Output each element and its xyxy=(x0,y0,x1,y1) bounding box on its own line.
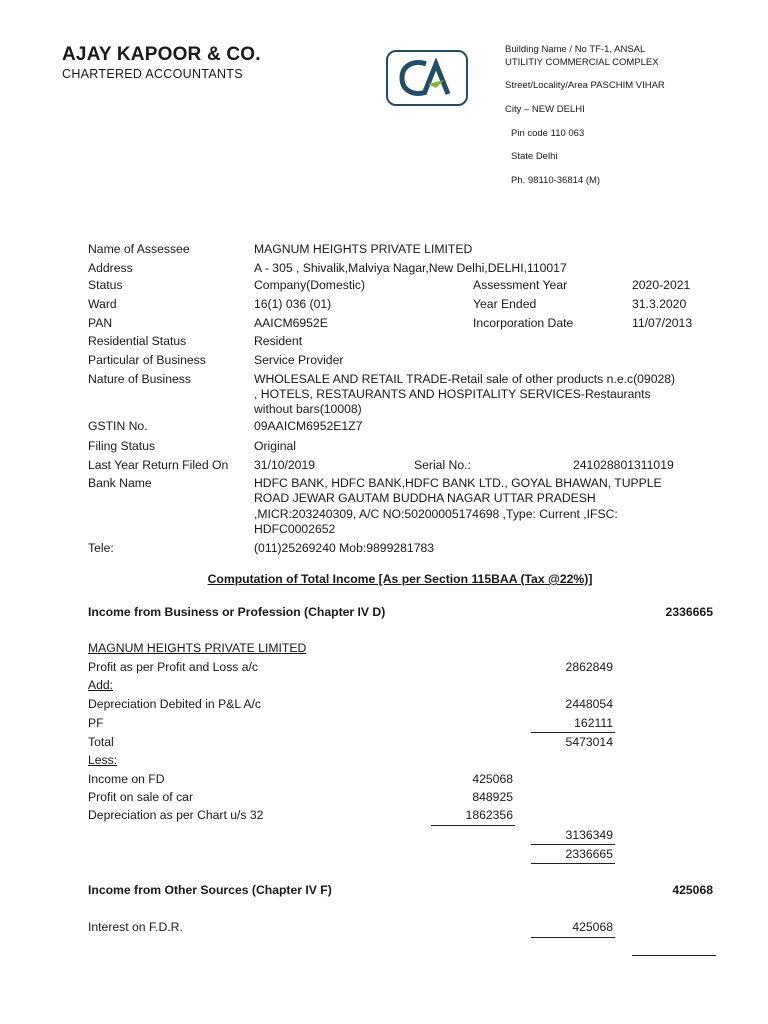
bank-line-2: ROAD JEWAR GAUTAM BUDDHA NAGAR UTTAR PRADESH xyxy=(254,491,596,505)
residential-status-value: Resident xyxy=(254,334,303,348)
assessment-year-value: 2020-2021 xyxy=(632,278,691,292)
firm-subtitle: CHARTERED ACCOUNTANTS xyxy=(62,67,243,81)
particular-business-label: Particular of Business xyxy=(88,353,206,367)
ca-logo-icon xyxy=(386,50,468,106)
address-line-1: Building Name / No TF-1, ANSAL xyxy=(505,44,646,55)
fdr-rule xyxy=(531,937,615,938)
last-return-label: Last Year Return Filed On xyxy=(88,458,229,472)
profit-label: Profit as per Profit and Loss a/c xyxy=(88,660,259,674)
particular-business-value: Service Provider xyxy=(254,353,344,367)
depreciation-value: 2448054 xyxy=(565,697,613,711)
incorporation-date-value: 11/07/2013 xyxy=(632,316,693,330)
pf-rule xyxy=(531,732,615,733)
fd-income-value: 425068 xyxy=(472,772,513,786)
fdr-interest-value: 425068 xyxy=(572,920,613,934)
serial-no-value: 241028801311019 xyxy=(573,458,674,472)
computation-title: Computation of Total Income [As per Section 115BAA (Tax @22%)] xyxy=(207,572,593,586)
year-ended-label: Year Ended xyxy=(473,297,537,311)
business-heading: Income from Business or Profession (Chapter IV D) xyxy=(88,605,386,619)
assessee-address: A - 305 , Shivalik,Malviya Nagar,New Delhi,DELHI,110017 xyxy=(254,261,567,275)
add-label: Add: xyxy=(88,678,114,692)
address-line-5: Pin code 110 063 xyxy=(511,128,585,139)
company-name-underlined: MAGNUM HEIGHTS PRIVATE LIMITED xyxy=(88,641,307,655)
status-value: Company(Domestic) xyxy=(254,278,366,292)
less-total-rule xyxy=(531,844,615,845)
dep-chart-value: 1862356 xyxy=(465,808,513,822)
firm-name: AJAY KAPOOR & CO. xyxy=(62,44,261,65)
address-label: Address xyxy=(88,261,133,275)
filing-status-label: Filing Status xyxy=(88,439,156,453)
net-business-value: 2336665 xyxy=(565,847,613,861)
serial-no-label: Serial No.: xyxy=(414,458,471,472)
dep-chart-rule xyxy=(431,825,515,826)
residential-status-label: Residential Status xyxy=(88,334,187,348)
status-label: Status xyxy=(88,278,123,292)
tele-label: Tele: xyxy=(88,541,114,555)
assessee-name-label: Name of Assessee xyxy=(88,242,190,256)
address-line-4: City – NEW DELHI xyxy=(505,104,585,115)
address-line-7: Ph. 98110-36814 (M) xyxy=(511,175,601,186)
nature-business-line-3: without bars(10008) xyxy=(254,402,362,416)
fd-income-label: Income on FD xyxy=(88,772,165,786)
total-value: 5473014 xyxy=(565,735,613,749)
net-business-rule xyxy=(531,863,615,864)
bank-line-1: HDFC BANK, HDFC BANK,HDFC BANK LTD., GOYAL BHAWAN, TUPPLE xyxy=(254,476,662,490)
pan-label: PAN xyxy=(88,316,113,330)
bank-line-3: ,MICR:203240309, A/C NO:50200005174698 ,Type: Current ,IFSC: xyxy=(254,507,618,521)
bank-name-label: Bank Name xyxy=(88,476,152,490)
page-cutoff-mask xyxy=(0,958,768,1024)
last-return-value: 31/10/2019 xyxy=(254,458,315,472)
less-total-value: 3136349 xyxy=(565,828,613,842)
fdr-interest-label: Interest on F.D.R. xyxy=(88,920,183,934)
bank-line-4: HDFC0002652 xyxy=(254,522,336,536)
car-profit-label: Profit on sale of car xyxy=(88,790,193,804)
address-line-3: Street/Locality/Area PASCHIM VIHAR xyxy=(505,80,665,91)
pf-value: 162111 xyxy=(574,716,613,730)
car-profit-value: 848925 xyxy=(472,790,513,804)
tele-value: (011)25269240 Mob:9899281783 xyxy=(254,541,435,555)
ward-label: Ward xyxy=(88,297,117,311)
gstin-label: GSTIN No. xyxy=(88,419,148,433)
nature-business-line-2: , HOTELS, RESTAURANTS AND HOSPITALITY SERVICES-Restaurants xyxy=(254,387,651,401)
incorporation-date-label: Incorporation Date xyxy=(473,316,574,330)
less-label: Less: xyxy=(88,753,118,767)
other-sources-heading: Income from Other Sources (Chapter IV F) xyxy=(88,883,332,897)
nature-business-line-1: WHOLESALE AND RETAIL TRADE-Retail sale of other products n.e.c(09028) xyxy=(254,372,676,386)
dep-chart-label: Depreciation as per Chart u/s 32 xyxy=(88,808,264,822)
total-label: Total xyxy=(88,735,114,749)
business-total: 2336665 xyxy=(665,605,713,619)
filing-status-value: Original xyxy=(254,439,296,453)
other-sources-total: 425068 xyxy=(672,883,713,897)
address-line-2: UTILITIY COMMERCIAL COMPLEX xyxy=(505,57,659,68)
ward-value: 16(1) 036 (01) xyxy=(254,297,332,311)
assessee-name: MAGNUM HEIGHTS PRIVATE LIMITED xyxy=(254,242,473,256)
gstin-value: 09AAICM6952E1Z7 xyxy=(254,419,363,433)
assessment-year-label: Assessment Year xyxy=(473,278,568,292)
profit-value: 2862849 xyxy=(565,660,613,674)
pf-label: PF xyxy=(88,716,104,730)
nature-business-label: Nature of Business xyxy=(88,372,191,386)
depreciation-label: Depreciation Debited in P&L A/c xyxy=(88,697,261,711)
pan-value: AAICM6952E xyxy=(254,316,328,330)
gross-rule xyxy=(632,955,716,956)
address-line-6: State Delhi xyxy=(511,151,558,162)
year-ended-value: 31.3.2020 xyxy=(632,297,687,311)
